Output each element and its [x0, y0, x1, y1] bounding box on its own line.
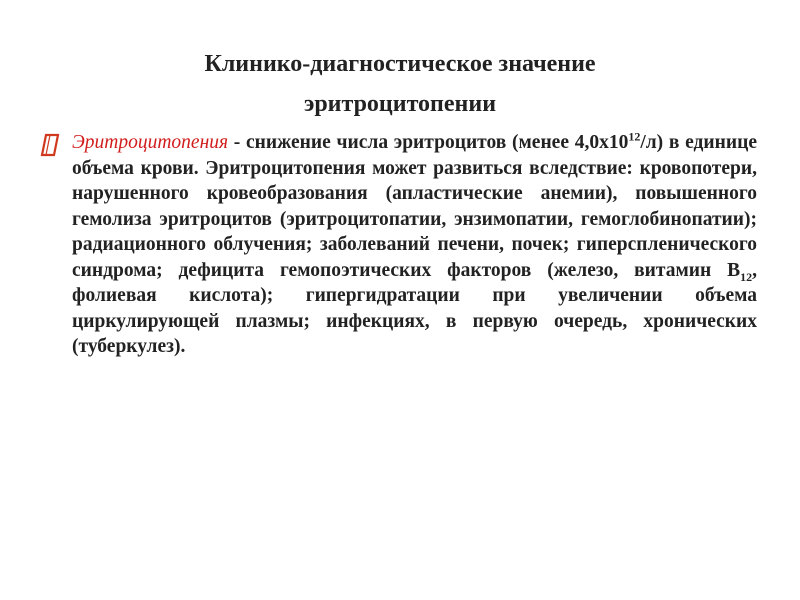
exponent-12: 12	[628, 129, 641, 144]
slide-body	[40, 130, 760, 360]
slide-title	[0, 44, 800, 124]
term-erythrocytopenia: Эритроцитопения	[72, 132, 229, 153]
body-text-part-1: - снижение числа эритроцитов (менее 4,0х10	[228, 132, 629, 153]
slide-title-line-1: Клинико-диагностическое значение	[204, 51, 596, 77]
body-text-part-3: , фолиевая кислота); гипергидратации при увеличении объема циркулирующей плазмы; инфекциях, в первую очередь, хронических (туберкулез).	[72, 259, 757, 357]
body-text-part-2: /л) в единице объема крови. Эритроцитопения может развиться вследствие: кровопотери, нарушенного кровеобразования (апластические анемии), повышенного гемолиза эритроцитов (эритроцитопатии, энзимопатии, гемоглобинопатии); радиационного облучения; заболеваний печени, почек; гиперспленического синдрома; дефицита гемопоэтических факторов (железо, витамин B	[72, 132, 757, 281]
slide-title-line-2: эритроцитопении	[303, 91, 497, 117]
body-paragraph	[72, 130, 757, 360]
subscript-12: 12	[740, 269, 753, 284]
hollow-diamond-bullet-icon	[40, 131, 62, 159]
